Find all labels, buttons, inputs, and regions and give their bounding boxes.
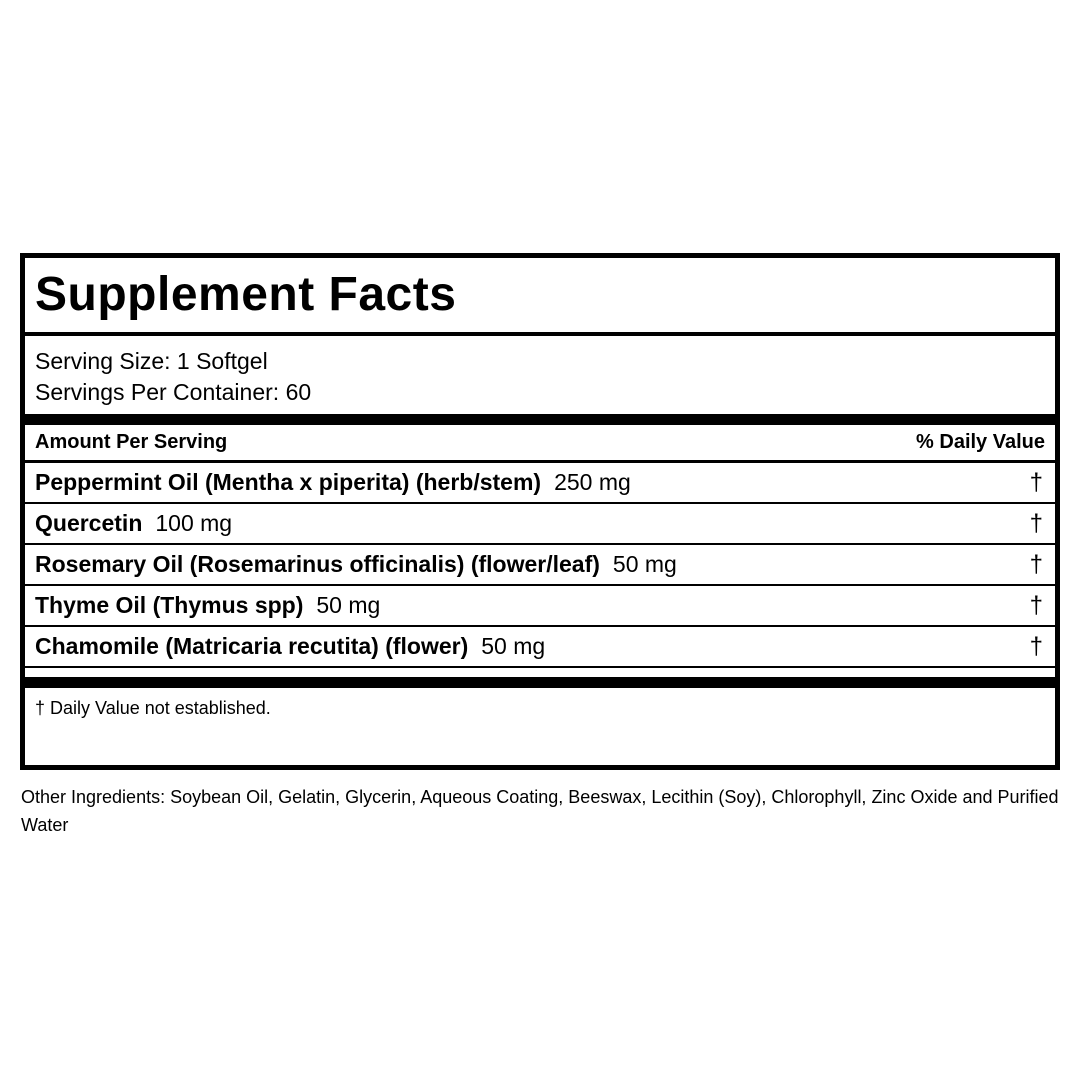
ingredient-name: Rosemary Oil (Rosemarinus officinalis) (flower/leaf) — [35, 551, 600, 577]
ingredient-row — [25, 463, 1055, 504]
ingredient-amount: 50 mg — [612, 551, 677, 577]
ingredient-row — [25, 504, 1055, 545]
ingredient-row — [25, 586, 1055, 627]
row-spacer — [25, 668, 1055, 677]
amount-per-serving-label: Amount Per Serving — [35, 431, 228, 453]
ingredient-daily-value: † — [1029, 632, 1043, 660]
ingredient-amount: 100 mg — [155, 510, 233, 536]
ingredient-name: Quercetin — [35, 510, 143, 536]
daily-value-footnote: † Daily Value not established. — [35, 698, 271, 718]
supplement-facts-panel — [20, 253, 1060, 770]
ingredient-row — [25, 545, 1055, 586]
panel-title: Supplement Facts — [35, 268, 457, 321]
other-ingredients: Other Ingredients: Soybean Oil, Gelatin, Glycerin, Aqueous Coating, Beeswax, Lecithin (Soy), Chlorophyll, Zinc Oxide and Purified Water — [21, 787, 1059, 835]
ingredient-name: Chamomile (Matricaria recutita) (flower) — [35, 633, 469, 659]
column-header-row — [25, 425, 1055, 463]
ingredient-name: Peppermint Oil (Mentha x piperita) (herb/stem) — [35, 469, 542, 495]
title-section — [25, 258, 1055, 336]
ingredient-daily-value: † — [1029, 591, 1043, 619]
serving-info — [25, 336, 1055, 414]
daily-value-label: % Daily Value — [916, 431, 1045, 453]
ingredient-daily-value: † — [1029, 468, 1043, 496]
thick-divider-bottom — [25, 677, 1055, 688]
ingredient-amount: 50 mg — [481, 633, 546, 659]
ingredient-row — [25, 627, 1055, 668]
ingredient-daily-value: † — [1029, 509, 1043, 537]
serving-size: Serving Size: 1 Softgel — [35, 348, 268, 374]
ingredient-name: Thyme Oil (Thymus spp) — [35, 592, 304, 618]
ingredient-daily-value: † — [1029, 550, 1043, 578]
servings-per-container: Servings Per Container: 60 — [35, 379, 312, 405]
ingredient-amount: 250 mg — [554, 469, 631, 495]
thick-divider-top — [25, 414, 1055, 425]
ingredient-amount: 50 mg — [316, 592, 381, 618]
